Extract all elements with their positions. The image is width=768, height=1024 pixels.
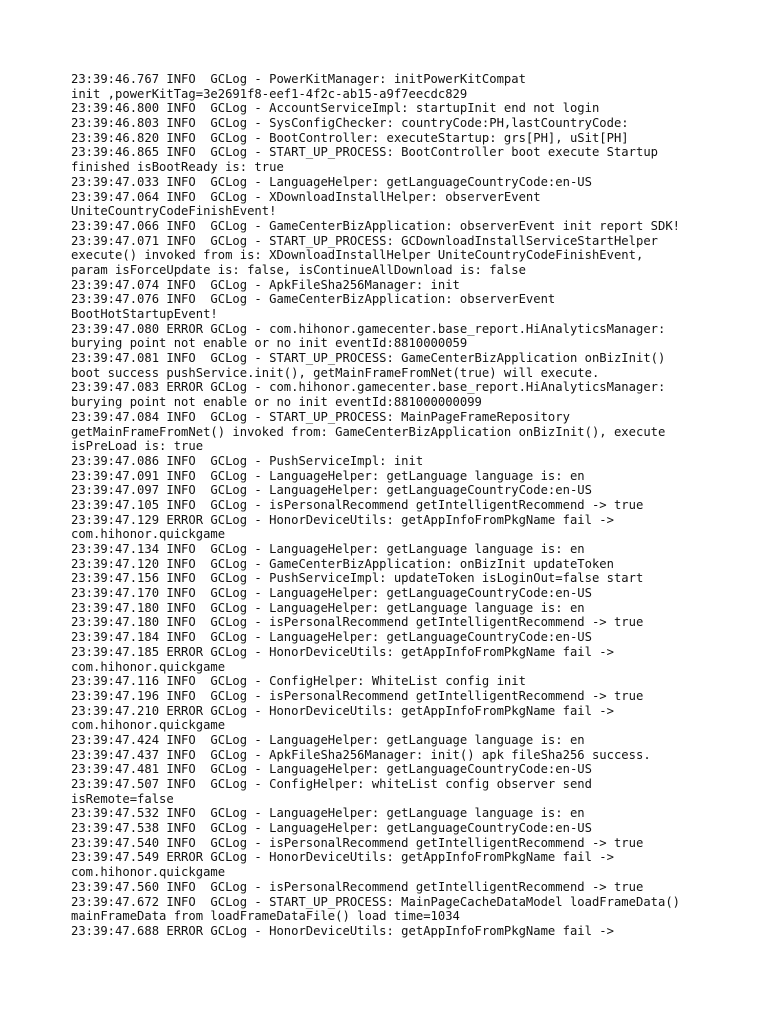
log-line: burying point not enable or no init eventId:881000000099 (71, 395, 482, 410)
log-line: 23:39:46.820 INFO GCLog - BootController: executeStartup: grs[PH], uSit[PH] (71, 130, 629, 145)
log-line: 23:39:47.129 ERROR GCLog - HonorDeviceUtils: getAppInfoFromPkgName fail -> (71, 512, 614, 527)
log-line: 23:39:47.507 INFO GCLog - ConfigHelper: whiteList config observer send (71, 777, 592, 791)
log-line: finished isBootReady is: true (71, 160, 284, 175)
log-line: 23:39:47.540 INFO GCLog - isPersonalRecommend getIntelligentRecommend -> true (71, 835, 644, 850)
log-line: 23:39:47.033 INFO GCLog - LanguageHelper: getLanguageCountryCode:en-US (71, 174, 592, 189)
log-line: 23:39:47.086 INFO GCLog - PushServiceImpl: init (71, 453, 424, 468)
log-line: isRemote=false (71, 791, 174, 806)
log-line: 23:39:47.560 INFO GCLog - isPersonalRecommend getIntelligentRecommend -> true (71, 879, 644, 894)
log-line: 23:39:47.196 INFO GCLog - isPersonalRecommend getIntelligentRecommend -> true (71, 688, 644, 703)
log-line: 23:39:47.672 INFO GCLog - START_UP_PROCESS: MainPageCacheDataModel loadFrameData() (71, 894, 681, 909)
log-line: 23:39:47.083 ERROR GCLog - com.hihonor.gamecenter.base_report.HiAnalyticsManager: (71, 380, 666, 395)
log-line: 23:39:47.084 INFO GCLog - START_UP_PROCESS: MainPageFrameRepository (71, 409, 570, 424)
log-line: com.hihonor.quickgame (71, 659, 226, 674)
log-line: 23:39:47.071 INFO GCLog - START_UP_PROCESS: GCDownloadInstallServiceStartHelper (71, 233, 658, 248)
log-line: com.hihonor.quickgame (71, 527, 226, 542)
log-line: 23:39:47.688 ERROR GCLog - HonorDeviceUtils: getAppInfoFromPkgName fail -> (71, 923, 614, 938)
log-line: 23:39:47.091 INFO GCLog - LanguageHelper: getLanguage language is: en (71, 468, 585, 483)
log-line: boot success pushService.init(), getMainFrameFromNet(true) will execute. (71, 365, 600, 380)
log-line: 23:39:47.180 INFO GCLog - isPersonalRecommend getIntelligentRecommend -> true (71, 615, 644, 630)
log-line: com.hihonor.quickgame (71, 865, 226, 880)
log-line: 23:39:47.184 INFO GCLog - LanguageHelper: getLanguageCountryCode:en-US (71, 630, 592, 645)
log-line: 23:39:46.767 INFO GCLog - PowerKitManager: initPowerKitCompat (71, 72, 526, 86)
log-line: burying point not enable or no init eventId:8810000059 (71, 336, 468, 351)
log-line: 23:39:46.803 INFO GCLog - SysConfigChecker: countryCode:PH,lastCountryCode: (71, 116, 629, 131)
log-line: 23:39:47.097 INFO GCLog - LanguageHelper: getLanguageCountryCode:en-US (71, 483, 592, 498)
log-document (71, 72, 751, 939)
log-line: 23:39:47.180 INFO GCLog - LanguageHelper: getLanguage language is: en (71, 600, 585, 615)
log-line: 23:39:47.081 INFO GCLog - START_UP_PROCESS: GameCenterBizApplication onBizInit() (71, 351, 666, 366)
log-line: param isForceUpdate is: false, isContinueAllDownload is: false (71, 262, 526, 277)
log-line: 23:39:47.076 INFO GCLog - GameCenterBizApplication: observerEvent (71, 292, 556, 307)
log-line: 23:39:47.424 INFO GCLog - LanguageHelper: getLanguage language is: en (71, 732, 585, 747)
log-line: 23:39:47.120 INFO GCLog - GameCenterBizApplication: onBizInit updateToken (71, 556, 614, 571)
log-line: 23:39:47.210 ERROR GCLog - HonorDeviceUtils: getAppInfoFromPkgName fail -> (71, 703, 614, 718)
log-line: isPreLoad is: true (71, 439, 204, 454)
log-line: 23:39:47.170 INFO GCLog - LanguageHelper: getLanguageCountryCode:en-US (71, 586, 592, 601)
log-line: init ,powerKitTag=3e2691f8-eef1-4f2c-ab15-a9f7eecdc829 (71, 86, 468, 101)
log-line: 23:39:47.105 INFO GCLog - isPersonalRecommend getIntelligentRecommend -> true (71, 497, 644, 512)
log-line: 23:39:47.066 INFO GCLog - GameCenterBizApplication: observerEvent init report SDK! (71, 218, 681, 233)
log-line: mainFrameData from loadFrameDataFile() load time=1034 (71, 909, 460, 924)
log-line: UniteCountryCodeFinishEvent! (71, 204, 277, 219)
log-line: 23:39:47.185 ERROR GCLog - HonorDeviceUtils: getAppInfoFromPkgName fail -> (71, 644, 614, 659)
log-line: 23:39:47.064 INFO GCLog - XDownloadInstallHelper: observerEvent (71, 189, 541, 204)
log-line: execute() invoked from is: XDownloadInstallHelper UniteCountryCodeFinishEvent, (71, 248, 644, 263)
log-line: BootHotStartupEvent! (71, 307, 218, 321)
log-line: 23:39:47.134 INFO GCLog - LanguageHelper: getLanguage language is: en (71, 542, 585, 556)
log-line: 23:39:47.437 INFO GCLog - ApkFileSha256Manager: init() apk fileSha256 success. (71, 747, 651, 762)
log-line: 23:39:47.538 INFO GCLog - LanguageHelper: getLanguageCountryCode:en-US (71, 821, 592, 836)
log-line: 23:39:47.549 ERROR GCLog - HonorDeviceUtils: getAppInfoFromPkgName fail -> (71, 850, 614, 865)
log-line: getMainFrameFromNet() invoked from: GameCenterBizApplication onBizInit(), execute (71, 424, 666, 439)
log-line: 23:39:47.156 INFO GCLog - PushServiceImpl: updateToken isLoginOut=false start (71, 571, 644, 586)
log-line: 23:39:47.080 ERROR GCLog - com.hihonor.gamecenter.base_report.HiAnalyticsManager: (71, 321, 666, 336)
log-line: 23:39:47.116 INFO GCLog - ConfigHelper: WhiteList config init (71, 674, 526, 689)
log-line: com.hihonor.quickgame (71, 718, 226, 733)
log-line: 23:39:47.532 INFO GCLog - LanguageHelper: getLanguage language is: en (71, 806, 585, 821)
log-line: 23:39:46.800 INFO GCLog - AccountServiceImpl: startupInit end not login (71, 101, 600, 116)
log-lines (71, 72, 751, 939)
log-line: 23:39:47.074 INFO GCLog - ApkFileSha256Manager: init (71, 277, 460, 292)
log-line: 23:39:47.481 INFO GCLog - LanguageHelper: getLanguageCountryCode:en-US (71, 762, 592, 777)
log-line: 23:39:46.865 INFO GCLog - START_UP_PROCESS: BootController boot execute Startup (71, 145, 658, 160)
